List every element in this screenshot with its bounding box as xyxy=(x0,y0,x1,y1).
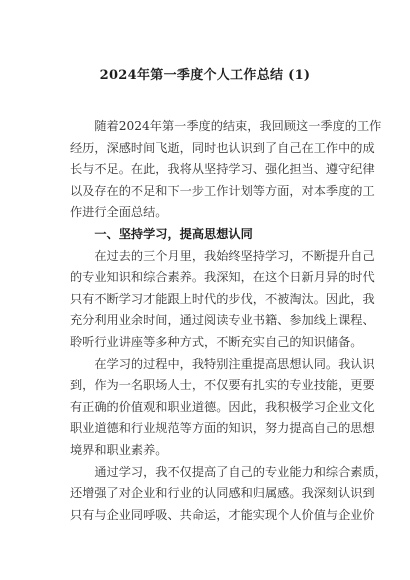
text-line: 经历，深感时间飞逝，同时也认识到了自己在工作中的成 xyxy=(70,140,375,155)
section-heading xyxy=(70,224,345,246)
text-line: 聆听行业讲座等多种方式，不断充实自己的知识储备。 xyxy=(70,334,363,349)
section-paragraph-2 xyxy=(70,354,375,462)
text-line: 只有与企业同呼吸、共命运，才能实现个人价值与企业价 xyxy=(70,507,375,522)
text-line: 境界和职业素养。 xyxy=(70,442,168,457)
text-line: 的专业知识和综合素养。我深知，在这个日新月异的时代 xyxy=(70,270,375,285)
text-line: 在学习的过程中，我特别注重提高思想认同。我认识 xyxy=(70,356,375,371)
text-line: 随着2024年第一季度的结束，我回顾这一季度的工作 xyxy=(70,119,382,133)
text-line: 有正确的价值观和职业道德。因此，我积极学习企业文化 xyxy=(70,399,375,414)
text-line: 长与不足。在此，我将从坚持学习、强化担当、遵守纪律 xyxy=(70,162,375,177)
section-paragraph-1 xyxy=(70,246,375,354)
text-line: 通过学习，我不仅提高了自己的专业能力和综合素质， xyxy=(70,464,387,479)
text-line: 还增强了对企业和行业的认同感和归属感。我深刻认识到 xyxy=(70,486,375,501)
section-heading-text: 一、坚持学习，提高思想认同 xyxy=(70,226,253,241)
text-line: 充分利用业余时间，通过阅读专业书籍、参加线上课程、 xyxy=(70,313,375,328)
text-line: 以及存在的不足和下一步工作计划等方面，对本季度的工 xyxy=(70,183,375,198)
text-line: 职业道德和行业规范等方面的知识，努力提高自己的思想 xyxy=(70,421,375,436)
section-paragraph-3 xyxy=(70,462,387,527)
text-line: 在过去的三个月里，我始终坚持学习，不断提升自己 xyxy=(70,248,375,263)
document-body xyxy=(70,116,387,526)
document-title: 2024年第一季度个人工作总结 (1) xyxy=(99,68,311,83)
text-line: 作进行全面总结。 xyxy=(70,205,168,220)
text-line: 只有不断学习才能跟上时代的步伐，不被淘汰。因此，我 xyxy=(70,291,375,306)
text-line: 到，作为一名职场人士，不仅要有扎实的专业技能，更要 xyxy=(70,378,375,393)
intro-paragraph xyxy=(70,116,382,224)
